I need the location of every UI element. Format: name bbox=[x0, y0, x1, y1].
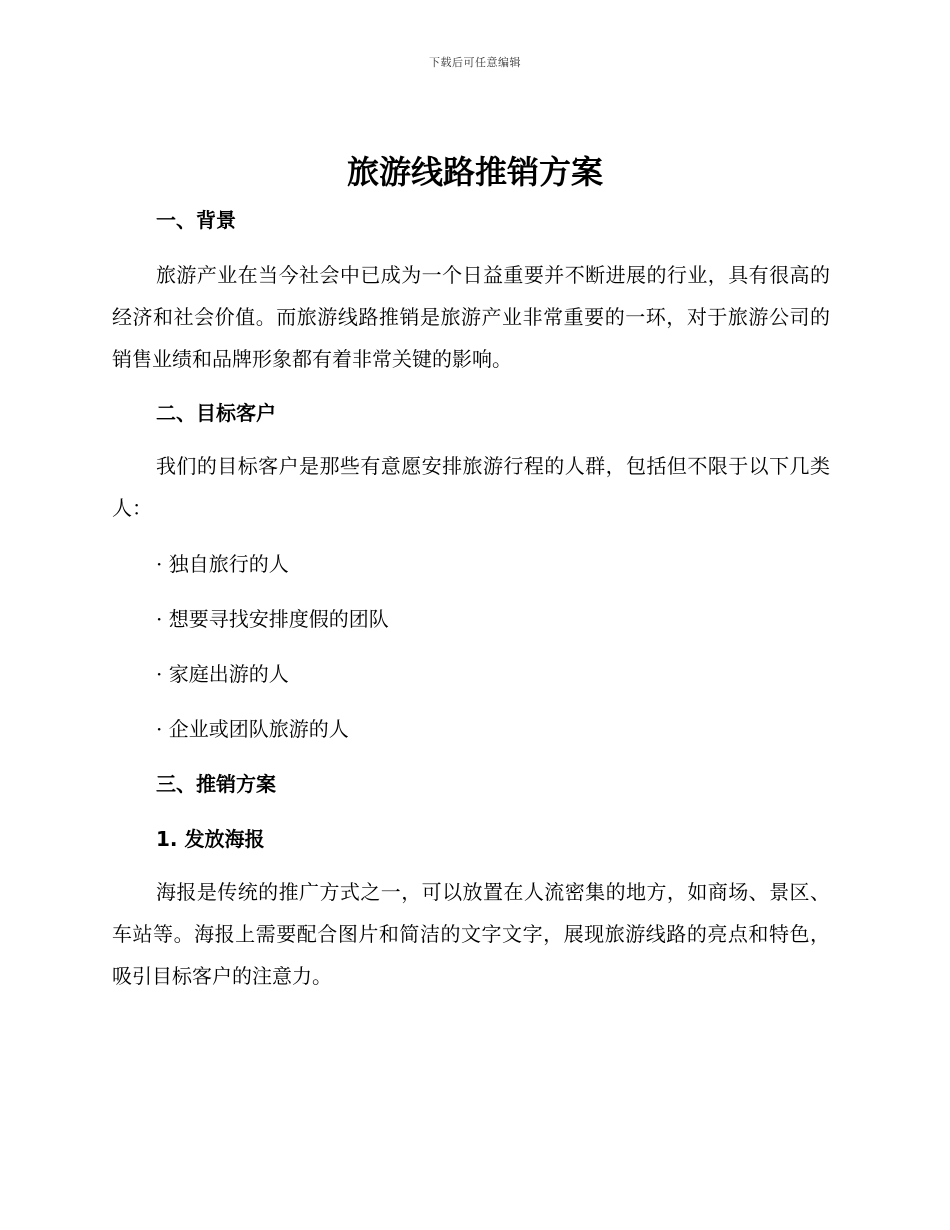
section-heading-background: 一、背景 bbox=[156, 208, 236, 232]
list-item: · 独自旅行的人 bbox=[156, 552, 289, 576]
list-item: · 家庭出游的人 bbox=[156, 662, 289, 686]
target-paragraph: 我们的目标客户是那些有意愿安排旅游行程的人群，包括但不限于以下几类人： bbox=[112, 454, 830, 520]
list-item: · 企业或团队旅游的人 bbox=[156, 717, 349, 741]
posters-paragraph: 海报是传统的推广方式之一，可以放置在人流密集的地方，如商场、景区、车站等。海报上需要配合图片和简洁的文字文字，展现旅游线路的亮点和特色，吸引目标客户的注意力。 bbox=[112, 880, 830, 988]
target-bullet-list bbox=[112, 544, 830, 749]
subheading-posters: 1. 发放海报 bbox=[156, 827, 265, 851]
background-paragraph: 旅游产业在当今社会中已成为一个日益重要并不断进展的行业，具有很高的经济和社会价值。而旅游线路推销是旅游产业非常重要的一环，对于旅游公司的销售业绩和品牌形象都有着非常关键的影响。 bbox=[112, 263, 830, 371]
header-note: 下载后可任意编辑 bbox=[429, 56, 521, 69]
list-item: · 想要寻找安排度假的团队 bbox=[156, 607, 389, 631]
section-heading-plan: 三、推销方案 bbox=[156, 772, 276, 796]
document-body bbox=[112, 200, 830, 997]
document-title: 旅游线路推销方案 bbox=[346, 153, 603, 191]
section-heading-target: 二、目标客户 bbox=[156, 401, 276, 425]
